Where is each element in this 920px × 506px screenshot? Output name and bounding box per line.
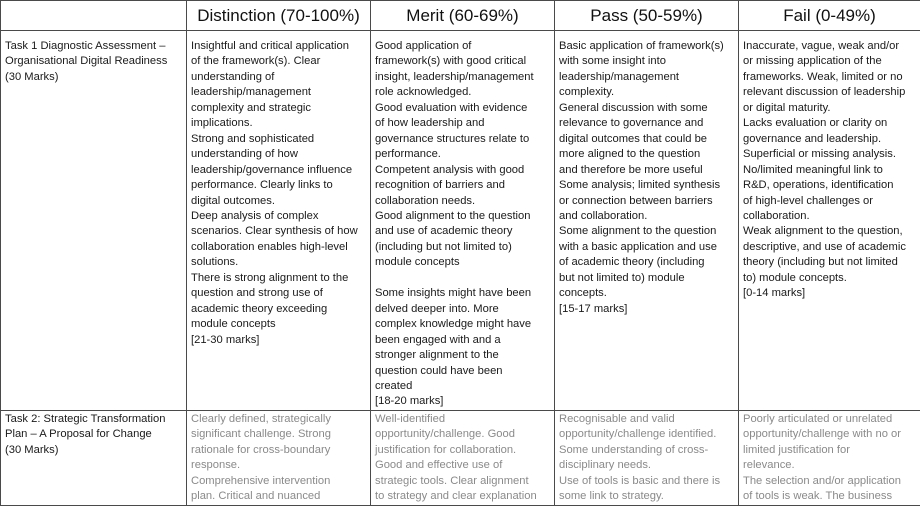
text-line: (including but not limited to) xyxy=(375,240,552,255)
text-line: some link to strategy. xyxy=(559,489,736,504)
text-line xyxy=(375,271,552,286)
text-line: leadership/governance influence xyxy=(191,163,368,178)
text-line: solutions. xyxy=(191,255,368,270)
text-line: performance. Clearly links to xyxy=(191,178,368,193)
table-row-task-1 xyxy=(1,31,920,411)
text-line: stronger alignment to the xyxy=(375,348,552,363)
text-line: Weak alignment to the question, xyxy=(743,224,918,239)
text-line: Insightful and critical application xyxy=(191,39,368,54)
text-line: and collaboration. xyxy=(559,209,736,224)
text-line: opportunity/challenge identified. xyxy=(559,427,736,442)
text-line: Strong and sophisticated xyxy=(191,132,368,147)
text-line: of tools is weak. The business xyxy=(743,489,918,504)
text-line: or connection between barriers xyxy=(559,194,736,209)
header-fail: Fail (0-49%) xyxy=(739,1,920,31)
task-1-pass-cell xyxy=(555,31,739,411)
text-line: Good alignment to the question xyxy=(375,209,552,224)
header-merit: Merit (60-69%) xyxy=(371,1,555,31)
task-2-distinction-text xyxy=(187,411,370,505)
text-line: Lacks evaluation or clarity on xyxy=(743,116,918,131)
text-line: relevance. xyxy=(743,458,918,473)
text-line: governance and leadership. xyxy=(743,132,918,147)
table-row-task-2 xyxy=(1,410,920,505)
text-line: Use of tools is basic and there is xyxy=(559,474,736,489)
text-line: digital outcomes that could be xyxy=(559,132,736,147)
task-2-pass-cell xyxy=(555,410,739,505)
text-line: or digital maturity. xyxy=(743,101,918,116)
task-2-merit-cell xyxy=(371,410,555,505)
text-line: complex knowledge might have xyxy=(375,317,552,332)
task-2-label-cell xyxy=(1,410,187,505)
text-line: and use of academic theory xyxy=(375,224,552,239)
text-line: relevant discussion of leadership xyxy=(743,85,918,100)
text-line: R&D, operations, identification xyxy=(743,178,918,193)
text-line: delved deeper into. More xyxy=(375,302,552,317)
text-line: response. xyxy=(191,458,368,473)
text-line: Plan – A Proposal for Change xyxy=(5,427,184,442)
task-1-distinction-text xyxy=(187,31,370,348)
text-line: governance structures relate to xyxy=(375,132,552,147)
text-line: Recognisable and valid xyxy=(559,412,736,427)
text-line: performance. xyxy=(375,147,552,162)
text-line: leadership/management xyxy=(191,85,368,100)
task-1-merit-cell xyxy=(371,31,555,411)
text-line: scenarios. Clear synthesis of how xyxy=(191,224,368,239)
text-line: limited justification for xyxy=(743,443,918,458)
text-line: Poorly articulated or unrelated xyxy=(743,412,918,427)
text-line: to strategy and clear explanation xyxy=(375,489,552,504)
task-2-label xyxy=(1,411,186,458)
header-distinction: Distinction (70-100%) xyxy=(187,1,371,31)
text-line: Organisational Digital Readiness xyxy=(5,54,184,69)
text-line: General discussion with some xyxy=(559,101,736,116)
text-line: complexity and strategic xyxy=(191,101,368,116)
text-line: (30 Marks) xyxy=(5,70,184,85)
text-line: Deep analysis of complex xyxy=(191,209,368,224)
header-pass: Pass (50-59%) xyxy=(555,1,739,31)
text-line: module concepts xyxy=(375,255,552,270)
text-line: insight, leadership/management xyxy=(375,70,552,85)
header-row xyxy=(1,1,920,31)
text-line: with a basic application and use xyxy=(559,240,736,255)
text-line: Clearly defined, strategically xyxy=(191,412,368,427)
text-line: to) module concepts. xyxy=(743,271,918,286)
text-line: descriptive, and use of academic xyxy=(743,240,918,255)
text-line: strategic tools. Clear alignment xyxy=(375,474,552,489)
text-line: collaboration needs. xyxy=(375,194,552,209)
text-line: theory (including but not limited xyxy=(743,255,918,270)
text-line: framework(s) with good critical xyxy=(375,54,552,69)
text-line: plan. Critical and nuanced xyxy=(191,489,368,504)
text-line: Competent analysis with good xyxy=(375,163,552,178)
text-line: Some insights might have been xyxy=(375,286,552,301)
task-1-merit-text xyxy=(371,31,554,410)
task-2-pass-text xyxy=(555,411,738,505)
task-1-distinction-cell xyxy=(187,31,371,411)
text-line: module concepts xyxy=(191,317,368,332)
text-line: understanding of xyxy=(191,70,368,85)
text-line: Superficial or missing analysis. xyxy=(743,147,918,162)
text-line: collaboration. xyxy=(743,209,918,224)
text-line: with some insight into xyxy=(559,54,736,69)
task-2-fail-cell xyxy=(739,410,920,505)
text-line: Good application of xyxy=(375,39,552,54)
text-line: [18-20 marks] xyxy=(375,394,552,409)
text-line: relevance to governance and xyxy=(559,116,736,131)
text-line: justification for collaboration. xyxy=(375,443,552,458)
text-line: concepts. xyxy=(559,286,736,301)
text-line: [0-14 marks] xyxy=(743,286,918,301)
text-line: question and strong use of xyxy=(191,286,368,301)
text-line: and therefore be more useful xyxy=(559,163,736,178)
text-line: Some alignment to the question xyxy=(559,224,736,239)
text-line: Task 2: Strategic Transformation xyxy=(5,412,184,427)
text-line: or missing application of the xyxy=(743,54,918,69)
task-1-pass-text xyxy=(555,31,738,317)
task-2-merit-text xyxy=(371,411,554,505)
text-line: recognition of barriers and xyxy=(375,178,552,193)
text-line: Task 1 Diagnostic Assessment – xyxy=(5,39,184,54)
text-line: Good and effective use of xyxy=(375,458,552,473)
text-line: Good evaluation with evidence xyxy=(375,101,552,116)
task-1-fail-cell xyxy=(739,31,920,411)
text-line: [21-30 marks] xyxy=(191,333,368,348)
text-line: Basic application of framework(s) xyxy=(559,39,736,54)
text-line: of the framework(s). Clear xyxy=(191,54,368,69)
text-line: opportunity/challenge with no or xyxy=(743,427,918,442)
text-line: question could have been xyxy=(375,364,552,379)
text-line: (30 Marks) xyxy=(5,443,184,458)
text-line: of how leadership and xyxy=(375,116,552,131)
text-line: Some analysis; limited synthesis xyxy=(559,178,736,193)
text-line: academic theory exceeding xyxy=(191,302,368,317)
text-line: digital outcomes. xyxy=(191,194,368,209)
text-line: of academic theory (including xyxy=(559,255,736,270)
text-line: created xyxy=(375,379,552,394)
text-line: Comprehensive intervention xyxy=(191,474,368,489)
text-line: collaboration enables high-level xyxy=(191,240,368,255)
text-line: disciplinary needs. xyxy=(559,458,736,473)
text-line: role acknowledged. xyxy=(375,85,552,100)
text-line: [15-17 marks] xyxy=(559,302,736,317)
task-2-distinction-cell xyxy=(187,410,371,505)
text-line: significant challenge. Strong xyxy=(191,427,368,442)
text-line: more aligned to the question xyxy=(559,147,736,162)
text-line: There is strong alignment to the xyxy=(191,271,368,286)
text-line: Inaccurate, vague, weak and/or xyxy=(743,39,918,54)
task-1-fail-text xyxy=(739,31,920,302)
text-line: No/limited meaningful link to xyxy=(743,163,918,178)
text-line: leadership/management xyxy=(559,70,736,85)
text-line: been engaged with and a xyxy=(375,333,552,348)
task-1-label-cell xyxy=(1,31,187,411)
text-line: understanding of how xyxy=(191,147,368,162)
text-line: Some understanding of cross- xyxy=(559,443,736,458)
text-line: complexity. xyxy=(559,85,736,100)
task-2-fail-text xyxy=(739,411,920,505)
text-line: opportunity/challenge. Good xyxy=(375,427,552,442)
text-line: frameworks. Weak, limited or no xyxy=(743,70,918,85)
text-line: but not limited to) module xyxy=(559,271,736,286)
text-line: Well-identified xyxy=(375,412,552,427)
header-blank xyxy=(1,1,187,31)
text-line: of high-level challenges or xyxy=(743,194,918,209)
text-line: rationale for cross-boundary xyxy=(191,443,368,458)
text-line: implications. xyxy=(191,116,368,131)
task-1-label xyxy=(1,31,186,85)
text-line: The selection and/or application xyxy=(743,474,918,489)
